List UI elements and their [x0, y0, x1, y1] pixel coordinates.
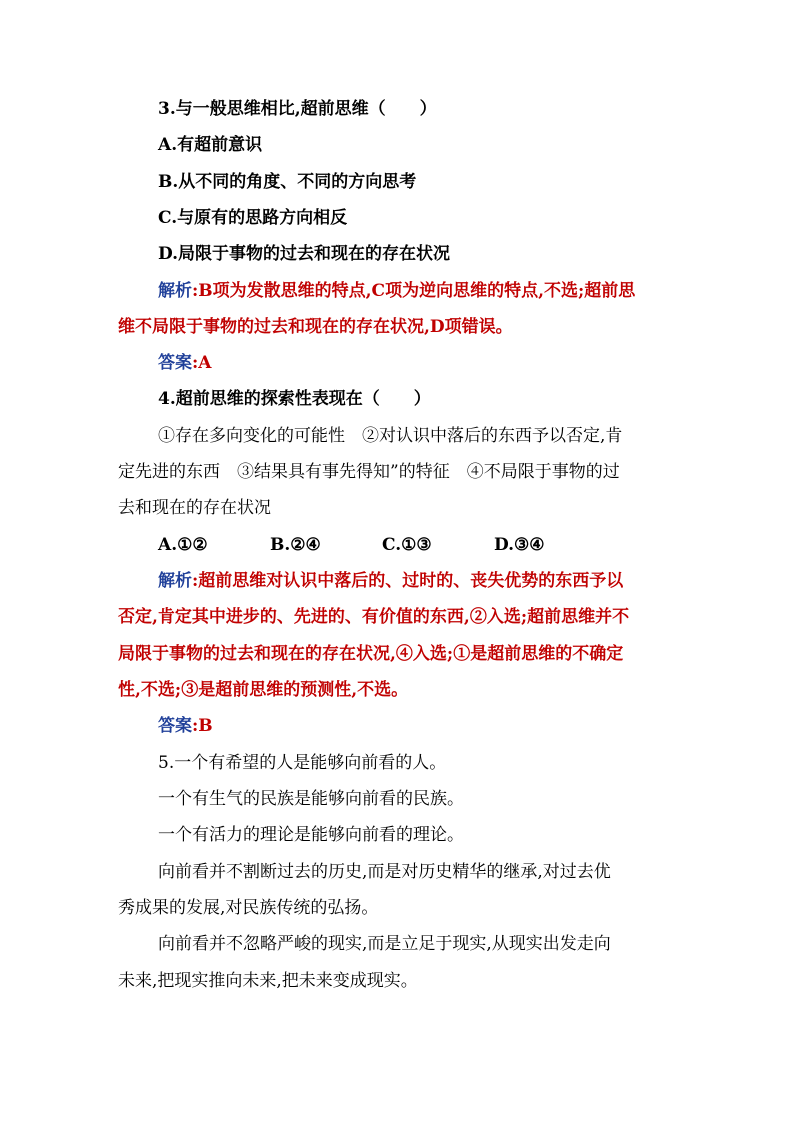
q3-analysis-text-1: :B项为发散思维的特点,C项为逆向思维的特点,不选;超前思	[192, 281, 636, 301]
q3-analysis-label: 解析	[158, 281, 192, 301]
q3-option-a: A.有超前意识	[158, 135, 263, 155]
q3-answer-value: :A	[192, 353, 212, 373]
q3-answer-label: 答案	[158, 353, 192, 373]
q4-answer-label: 答案	[158, 716, 192, 736]
q4-option-d: D.③④	[494, 535, 545, 555]
q4-statement-line-2: 定先进的东西 ③结果具有事先得知”的特征 ④不局限于事物的过	[118, 462, 620, 482]
q4-statement-line-3: 去和现在的存在状况	[118, 498, 271, 518]
q3-option-c: C.与原有的思路方向相反	[158, 208, 348, 228]
q4-option-b: B.②④	[270, 535, 321, 555]
q5-para2-line-2: 未来,把现实推向未来,把未来变成现实。	[118, 971, 418, 991]
q4-analysis-line-2: 否定,肯定其中进步的、先进的、有价值的东西,②入选;超前思维并不	[118, 607, 630, 627]
q4-analysis-label: 解析	[158, 571, 192, 591]
q3-option-b: B.从不同的角度、不同的方向思考	[158, 172, 417, 192]
q4-analysis-line-1	[158, 570, 623, 592]
q4-analysis-line-3: 局限于事物的过去和现在的存在状况,④入选;①是超前思维的不确定	[118, 644, 624, 664]
q4-option-a: A.①②	[158, 535, 208, 555]
q5-para1-line-2: 秀成果的发展,对民族传统的弘扬。	[118, 898, 379, 918]
q5-para1-line-1: 向前看并不割断过去的历史,而是对历史精华的继承,对过去优	[158, 862, 611, 882]
q4-statement-line-1: ①存在多向变化的可能性 ②对认识中落后的东西予以否定,肯	[158, 426, 623, 446]
q4-options-row	[158, 534, 606, 556]
q4-analysis-text-1: :超前思维对认识中落后的、过时的、丧失优势的东西予以	[192, 571, 624, 591]
q5-para2-line-1: 向前看并不忽略严峻的现实,而是立足于现实,从现实出发走向	[158, 934, 611, 954]
q4-answer	[158, 715, 213, 737]
q4-answer-value: :B	[192, 716, 213, 736]
q5-line-3: 一个有活力的理论是能够向前看的理论。	[158, 825, 464, 845]
q5-line-2: 一个有生气的民族是能够向前看的民族。	[158, 789, 464, 809]
q4-stem: 4.超前思维的探索性表现在（ ）	[158, 389, 431, 409]
q4-analysis-line-4: 性,不选;③是超前思维的预测性,不选。	[118, 680, 409, 700]
q4-option-c: C.①③	[382, 535, 432, 555]
q3-stem: 3.与一般思维相比,超前思维（ ）	[158, 99, 437, 119]
q5-line-1: 5.一个有希望的人是能够向前看的人。	[158, 753, 447, 773]
q3-answer	[158, 352, 211, 374]
q3-analysis-line-1	[158, 280, 635, 302]
q3-option-d: D.局限于事物的过去和现在的存在状况	[158, 244, 451, 264]
q3-analysis-line-2: 维不局限于事物的过去和现在的存在状况,D项错误。	[118, 317, 513, 337]
